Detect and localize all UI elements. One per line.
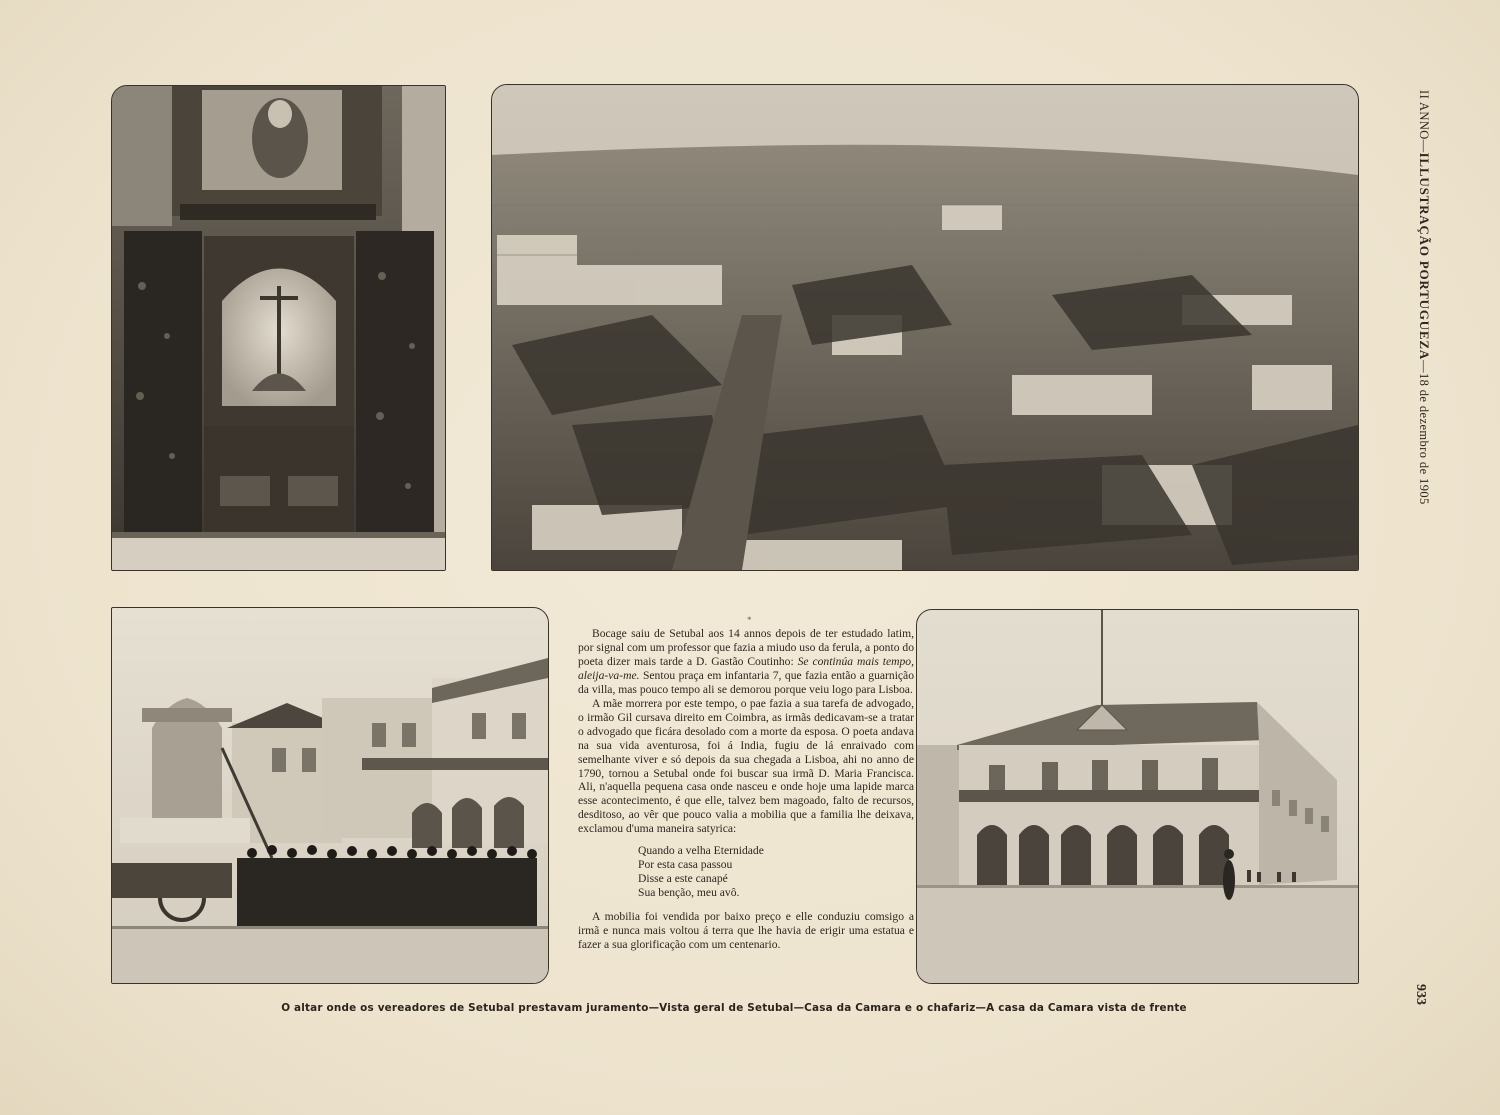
verse-line: Sua benção, meu avô. [638, 886, 740, 900]
article-paragraph-1-continuation: Sentou praça em infantaria 7, que fazia então a guarnição da villa, mas pouco tempo ali se demorou porque veiu logo para Lisboa. [578, 668, 914, 696]
town-hall-and-fountain-photo [111, 607, 549, 984]
article-text [578, 627, 914, 952]
article-paragraph-1-quote: Se continúa mais tempo, aleija-va-me. [578, 654, 914, 682]
section-mark: * [747, 615, 752, 625]
verse-line: Disse a este canapé [638, 872, 728, 886]
running-head-date: —18 de dezembro de 1905 [1417, 360, 1431, 505]
verse-line: Quando a velha Eternidade [638, 844, 764, 858]
altar-photo [111, 85, 446, 571]
running-head-prefix: II ANNO— [1417, 90, 1431, 153]
running-head-title: ILLUSTRAÇÃO PORTUGUEZA [1417, 152, 1432, 361]
page-number: 933 [1413, 984, 1428, 1005]
article-verse [638, 844, 914, 900]
article-paragraph-1 [578, 627, 914, 697]
running-head [1416, 90, 1432, 505]
photo-caption: O altar onde os vereadores de Setubal prestavam juramento—Vista geral de Setubal—Casa da Camara e o chafariz—A casa da Camara vista de frente [281, 1002, 1187, 1014]
town-hall-front-photo [916, 609, 1359, 984]
general-view-photo [491, 84, 1359, 571]
article-paragraph-1-text: Bocage saiu de Setubal aos 14 annos depois de ter estudado latim, por signal com um professor que fazia a miudo uso da ferula, a ponto do poeta dizer mais tarde a D. Gastão Coutinho: [578, 627, 914, 668]
article-paragraph-3: A mobilia foi vendida por baixo preço e elle conduziu comsigo a irmã e nunca mais voltou á terra que lhe havia de erigir uma estatua e fazer a sua glorificação com um centenario. [578, 910, 914, 952]
article-paragraph-2: A mãe morrera por este tempo, o pae fazia a sua tarefa de advogado, o irmão Gil cursava direito em Coimbra, as irmãs dedicavam-se a tratar o advogado que ficára desolado com a morte da esposa. O poeta andava na sua vida aventurosa, foi á India, fugiu de lá enraivado com semelhante viver e só depois da sua chegada a Lisboa, ahi no anno de 1790, tornou a Setubal onde foi buscar sua irmã D. Maria Francisca. Ali, n'aquella pequena casa onde nasceu e onde hoje uma lapide marca esse acontecimento, é que elle, talvez bem magoado, falto de recursos, desditoso, ao vêr que pouco valia a mobilia que a familia lhe deixava, exclamou d'uma maneira satyrica: [578, 696, 914, 836]
verse-line: Por esta casa passou [638, 858, 733, 872]
